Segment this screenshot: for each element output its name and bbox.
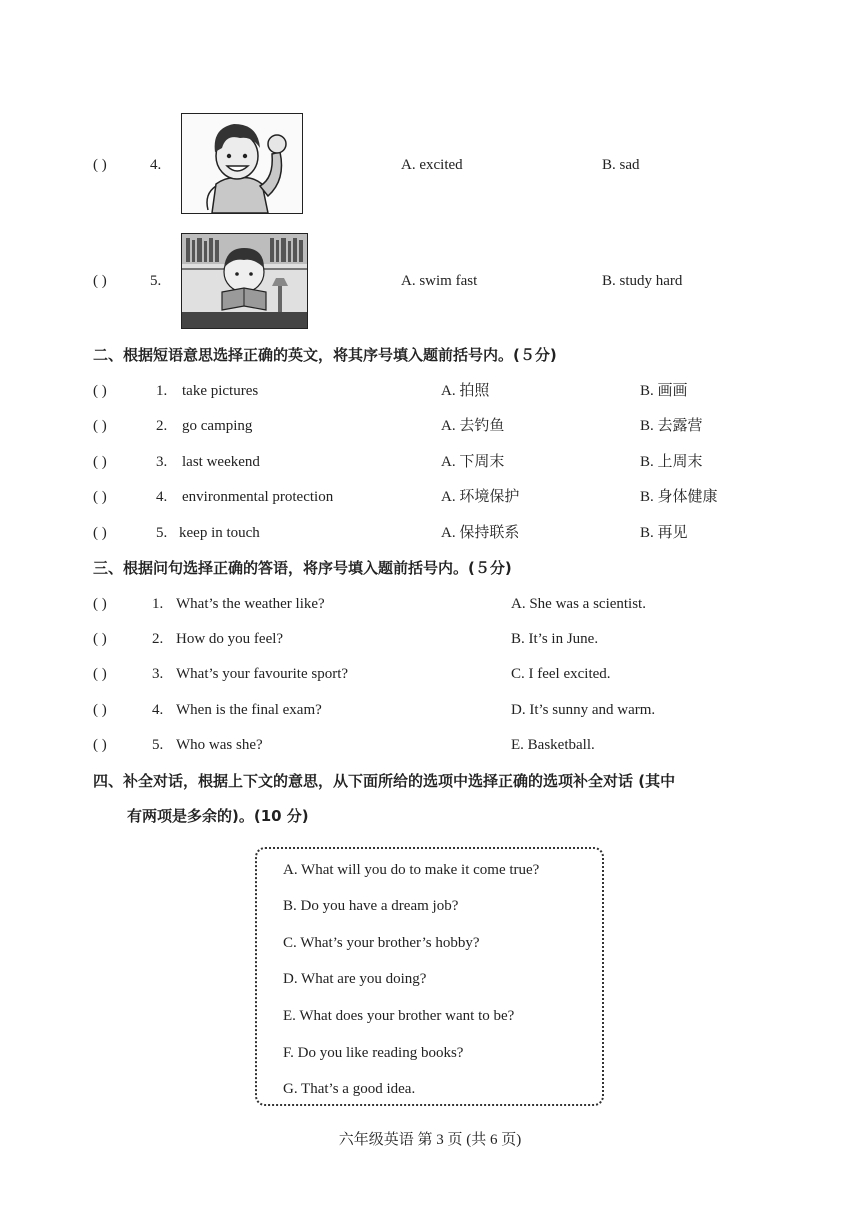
question-text: When is the final exam? bbox=[176, 702, 322, 718]
boy-waving-picture bbox=[181, 113, 303, 214]
answer-bracket[interactable]: ( ) bbox=[93, 702, 107, 718]
option-b: B. sad bbox=[602, 157, 640, 173]
dialogue-question-5 bbox=[0, 732, 860, 758]
answer-bracket[interactable]: ( ) bbox=[93, 454, 107, 470]
option-b: B. 身体健康 bbox=[640, 489, 718, 505]
question-text: take pictures bbox=[182, 383, 259, 399]
question-text: What’s your favourite sport? bbox=[176, 666, 349, 682]
question-number: 1. bbox=[156, 383, 168, 399]
section-2-heading: 二、根据短语意思选择正确的英文，将其序号填入题前括号内。(５分) bbox=[93, 346, 557, 364]
option-a: A. swim fast bbox=[401, 273, 478, 289]
question-number: 2. bbox=[152, 631, 164, 647]
option-a: A. excited bbox=[401, 157, 463, 173]
options-box bbox=[255, 847, 604, 1106]
dialogue-question-4 bbox=[0, 697, 860, 723]
phrase-question-4 bbox=[0, 484, 860, 510]
question-text: go camping bbox=[182, 418, 253, 434]
dialogue-question-1 bbox=[0, 591, 860, 617]
boy-reading-picture bbox=[181, 233, 308, 329]
option-a: A. 保持联系 bbox=[441, 525, 520, 541]
section-4-heading: 四、补全对话，根据上下文的意思，从下面所给的选项中选择正确的选项补全对话 (其中 bbox=[93, 772, 676, 790]
dialogue-question-2 bbox=[0, 626, 860, 652]
phrase-question-2 bbox=[0, 413, 860, 439]
question-text: keep in touch bbox=[179, 525, 260, 541]
option-a: A. 拍照 bbox=[441, 383, 490, 399]
option-e: E. What does your brother want to be? bbox=[283, 1008, 515, 1024]
boy-reading-illustration bbox=[182, 234, 307, 328]
option-c: C. What’s your brother’s hobby? bbox=[283, 935, 480, 951]
section-4-heading-continued: 有两项是多余的)。(10 分) bbox=[127, 807, 309, 825]
question-text: Who was she? bbox=[176, 737, 263, 753]
answer-bracket[interactable]: ( ) bbox=[93, 525, 107, 541]
question-text: How do you feel? bbox=[176, 631, 284, 647]
option-a: A. 环境保护 bbox=[441, 489, 520, 505]
question-number: 4. bbox=[156, 489, 168, 505]
boy-waving-illustration bbox=[182, 114, 302, 213]
option-a: A. 去钓鱼 bbox=[441, 418, 505, 434]
option-g: G. That’s a good idea. bbox=[283, 1081, 416, 1097]
answer-bracket[interactable]: ( ) bbox=[93, 157, 107, 173]
section-3-heading: 三、根据问句选择正确的答语，将序号填入题前括号内。(５分) bbox=[93, 559, 512, 577]
answer-bracket[interactable]: ( ) bbox=[93, 596, 107, 612]
answer-bracket[interactable]: ( ) bbox=[93, 666, 107, 682]
answer-option: C. I feel excited. bbox=[511, 666, 611, 682]
question-number: 4. bbox=[152, 702, 164, 718]
picture-question-4 bbox=[0, 152, 860, 178]
question-text: environmental protection bbox=[182, 489, 334, 505]
option-f: F. Do you like reading books? bbox=[283, 1045, 464, 1061]
question-number: 3. bbox=[156, 454, 168, 470]
question-number: 4. bbox=[150, 157, 162, 173]
question-text: What’s the weather like? bbox=[176, 596, 325, 612]
question-number: 2. bbox=[156, 418, 168, 434]
phrase-question-5 bbox=[0, 520, 860, 546]
dialogue-question-3 bbox=[0, 661, 860, 687]
answer-bracket[interactable]: ( ) bbox=[93, 737, 107, 753]
answer-option: E. Basketball. bbox=[511, 737, 595, 753]
question-number: 5. bbox=[156, 525, 168, 541]
answer-option: A. She was a scientist. bbox=[511, 596, 646, 612]
option-a: A. 下周末 bbox=[441, 454, 505, 470]
option-d: D. What are you doing? bbox=[283, 971, 427, 987]
option-b: B. Do you have a dream job? bbox=[283, 898, 459, 914]
answer-option: D. It’s sunny and warm. bbox=[511, 702, 656, 718]
answer-bracket[interactable]: ( ) bbox=[93, 631, 107, 647]
page-footer: 六年级英语 第 3 页 (共 6 页) bbox=[338, 1132, 522, 1148]
phrase-question-1 bbox=[0, 378, 860, 404]
question-number: 1. bbox=[152, 596, 164, 612]
question-number: 5. bbox=[152, 737, 164, 753]
option-b: B. 画画 bbox=[640, 383, 688, 399]
question-number: 5. bbox=[150, 273, 162, 289]
answer-bracket[interactable]: ( ) bbox=[93, 489, 107, 505]
picture-question-5 bbox=[0, 268, 860, 294]
option-b: B. 上周末 bbox=[640, 454, 703, 470]
option-b: B. 再见 bbox=[640, 525, 688, 541]
answer-bracket[interactable]: ( ) bbox=[93, 418, 107, 434]
option-b: B. study hard bbox=[602, 273, 683, 289]
option-a: A. What will you do to make it come true? bbox=[283, 862, 540, 878]
question-number: 3. bbox=[152, 666, 164, 682]
answer-bracket[interactable]: ( ) bbox=[93, 273, 107, 289]
option-b: B. 去露营 bbox=[640, 418, 703, 434]
question-text: last weekend bbox=[182, 454, 260, 470]
phrase-question-3 bbox=[0, 449, 860, 475]
answer-bracket[interactable]: ( ) bbox=[93, 383, 107, 399]
answer-option: B. It’s in June. bbox=[511, 631, 599, 647]
